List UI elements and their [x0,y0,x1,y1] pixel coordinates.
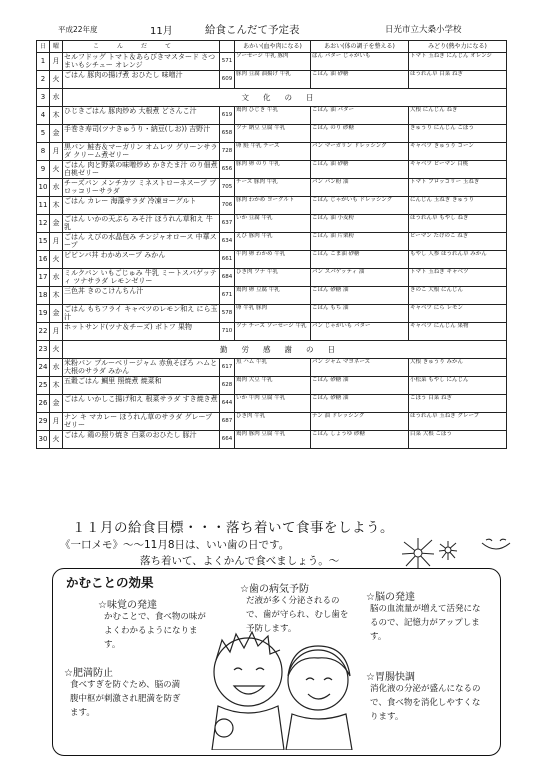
header-kcal [220,41,235,53]
kcal-cell: 658 [220,125,235,143]
table-row [37,143,507,161]
weekday-cell: 木 [50,107,63,125]
yellow-food-cell: ごはん 砂糖 油 [311,377,409,395]
red-food-cell: チーズ 豚肉 牛乳 [235,179,311,197]
menu-cell: ごはん カレー 海藻サラダ 冷凍ヨーグルト [63,197,220,215]
day-cell: 3 [37,89,50,107]
red-food-cell: 卵 牛乳 豚肉 [235,305,311,323]
table-row [37,107,507,125]
table-row [37,179,507,197]
menu-cell: ひじきごはん 豚肉炒め 大根煮 どさんこ汁 [63,107,220,125]
green-food-cell: 白菜 大根 ごぼう [409,431,507,449]
green-food-cell: にんじん 玉ねぎ きゅうり [409,197,507,215]
green-food-cell: 小松菜 もやし にんじん [409,377,507,395]
kcal-cell: 661 [220,251,235,269]
green-food-cell: きのこ 大根 にんじん [409,287,507,305]
menu-cell: ナン キ マカレー ほうれん草のサラダ グレープゼリー [63,413,220,431]
green-food-cell: トマト ブロッコリー 玉ねぎ [409,179,507,197]
kcal-cell: 571 [220,53,235,71]
weekday-cell: 火 [50,431,63,449]
green-food-cell: トマト 玉ねぎ キャベツ [409,269,507,287]
red-food-cell: ソーセージ 牛乳 豚肉 [235,53,311,71]
green-food-cell: キャベツ にんじん 果物 [409,323,507,341]
weekday-cell: 金 [50,305,63,323]
table-row [37,233,507,251]
table-row [37,413,507,431]
menu-cell: ミルクパン いもごじゅみ 牛乳 ミートスパゲッティ ツナサラダ レモンゼリー [63,269,220,287]
taste-text: かむことで、食べ物の味がよくわかるようになります。 [104,612,206,650]
yellow-food-cell: パン スパゲッティ 油 [311,269,409,287]
day-cell: 9 [37,161,50,179]
green-food-cell: キャベツ きゅうり コーン [409,143,507,161]
red-food-cell: 卵 鮭 牛乳 チーズ [235,143,311,161]
yellow-food-cell: パン ジャム マヨネーズ [311,359,409,377]
kcal-cell: 705 [220,179,235,197]
kcal-cell: 671 [220,287,235,305]
weekday-cell: 水 [50,269,63,287]
yellow-food-cell: ごはん じゃがいも ドレッシング [311,197,409,215]
red-food-cell: 鶏肉 豚肉 豆腐 牛乳 [235,431,311,449]
day-cell: 29 [37,413,50,431]
red-food-cell: えび 豚肉 牛乳 [235,233,311,251]
green-food-cell: きゅうり にんじん ごぼう [409,125,507,143]
yellow-food-cell: ごはん しょうゆ 砂糖 [311,431,409,449]
menu-cell: 手巻き寿司(ツナきゅうり・納豆(しお)) 吉野汁 [63,125,220,143]
weekday-cell: 月 [50,143,63,161]
kcal-cell: 617 [220,359,235,377]
day-cell: 12 [37,215,50,233]
page-title: 給食こんだて予定表 [205,24,300,36]
green-food-cell: 大根 にんじん ねぎ [409,107,507,125]
weekday-cell: 月 [50,323,63,341]
yellow-food-cell: ごはん 油 砂糖 [311,71,409,89]
green-food-cell: トマト 玉ねぎ にんじん オレンジ [409,53,507,71]
menu-cell: ごはん もちフライ キャベツのレモン和え にら玉汁 [63,305,220,323]
kcal-cell: 609 [220,71,235,89]
menu-cell: 米粉パン ブルーベリージャム 赤魚そぼろ ハムと大根のサラダ みかん [63,359,220,377]
yellow-food-cell: パン マーガリン ドレッシング [311,143,409,161]
day-cell: 22 [37,323,50,341]
yellow-food-cell: ごはん 油 小麦粉 [311,215,409,233]
day-cell: 10 [37,179,50,197]
smile-icon [478,537,514,555]
green-food-cell: キャベツ にら レモン [409,305,507,323]
header-day: 日 [37,41,50,53]
box-title: かむことの効果 [66,575,154,590]
red-food-cell: ひき肉 ツナ 牛乳 [235,269,311,287]
day-cell: 30 [37,431,50,449]
brain-heading: ☆脳の発達 [366,592,415,603]
day-cell: 8 [37,143,50,161]
green-food-cell: キャベツ ピーマン 白桃 [409,161,507,179]
digestion-text: 消化液の分泌が盛んになるので、食べ物を消化しやすくなります。 [370,684,481,722]
day-cell: 2 [37,71,50,89]
weekday-cell: 水 [50,359,63,377]
table-row [37,269,507,287]
weekday-cell: 金 [50,395,63,413]
menu-cell: ごはん 肉と野菜の味噌炒め かきたま汁 のり佃煮 白桃ゼリー [64,161,218,177]
cavity-text: だ液が多く分泌されるので、歯が守られ、むし歯を予防します。 [246,596,349,634]
cavity-heading: ☆歯の病気予防 [240,584,309,595]
yellow-food-cell: ナン 油 ドレッシング [311,413,409,431]
table-row [37,125,507,143]
table-row [37,53,507,71]
green-food-cell: ほうれん草 もやし ねぎ [409,215,507,233]
kcal-cell: 619 [220,107,235,125]
red-food-cell: 豚肉 卵 のり 牛乳 [235,161,311,179]
day-cell: 26 [37,395,50,413]
kcal-cell: 637 [220,215,235,233]
weekday-cell: 木 [50,377,63,395]
kcal-cell: 628 [220,377,235,395]
green-food-cell: もやし 人参 ほうれん草 みかん [409,251,507,269]
green-food-cell: ほうれん草 玉ねぎ グレープ [409,413,507,431]
school-name: 日光市立大桑小学校 [385,25,462,35]
menu-cell: ごはん いかの天ぷら みそ汁 ほうれん草和え 牛乳 [63,215,220,233]
red-food-cell: 鶏肉 大豆 牛乳 [235,377,311,395]
menu-cell: ピビンバ丼 わかめスープ みかん [63,251,220,269]
table-row [37,431,507,449]
day-cell: 16 [37,251,50,269]
kcal-cell: 656 [220,161,235,179]
weekday-cell: 木 [50,197,63,215]
header-weekday: 曜 [50,41,63,53]
day-cell: 4 [37,107,50,125]
brain-text: 脳の血流量が増えて活発になるので、記憶力がアップします。 [370,604,481,642]
table-row [37,359,507,377]
day-cell: 24 [37,359,50,377]
table-row [37,305,507,323]
yellow-food-cell: パン じゃがいも バター [311,323,409,341]
menu-cell: ごはん 鶏の照り焼き 白菜のおひたし 豚汁 [63,431,220,449]
table-header-row [37,41,507,53]
weekday-cell: 水 [50,179,63,197]
kcal-cell: 578 [220,305,235,323]
table-row [37,395,507,413]
red-food-cell: 鶏肉 卵 豆腐 牛乳 [235,287,311,305]
red-food-cell: ひき肉 牛乳 [235,413,311,431]
day-cell: 1 [37,53,50,71]
yellow-food-cell: ごはん 油 砂糖 [311,161,409,179]
red-food-cell: 鶏肉 ひじき 牛乳 [235,107,311,125]
day-cell: 18 [37,287,50,305]
digestion-heading: ☆胃腸快調 [366,672,415,683]
menu-table [36,40,507,449]
table-row [37,89,507,107]
weekday-cell: 金 [50,215,63,233]
weekday-cell: 水 [50,89,63,107]
kcal-cell: 728 [220,143,235,161]
menu-cell: 五穀ごはん 鯛里 照焼煮 焼菜和 [63,377,220,395]
day-cell: 25 [37,377,50,395]
kcal-cell: 634 [220,233,235,251]
red-food-cell: いか 牛肉 豆腐 牛乳 [235,395,311,413]
weekday-cell: 火 [50,251,63,269]
weekday-cell: 月 [50,413,63,431]
day-cell: 11 [37,197,50,215]
monthly-goal: １１月の給食目標・・・落ち着いて食事をしよう。 [72,520,394,536]
table-row [37,323,507,341]
green-food-cell: ピーマン たけのこ ねぎ [409,233,507,251]
kcal-cell: 706 [220,197,235,215]
yellow-food-cell: ごはん もち 油 [311,305,409,323]
green-food-cell: ごぼう 白菜 ねぎ [409,395,507,413]
day-cell: 23 [37,341,50,359]
memo-line-2: 落ち着いて、よくかんで食べましょう。～ [140,555,340,567]
table-row [37,341,507,359]
yellow-food-cell: ばん バター じゃがいも [311,53,409,71]
taste-heading: ☆味覚の発達 [98,600,157,611]
month: 11月 [150,26,173,37]
weekday-cell: 金 [50,125,63,143]
kcal-cell: 710 [220,323,235,341]
table-row [37,215,507,233]
flower-illustration [398,536,468,570]
red-food-cell: 魚 ハム 牛乳 [235,359,311,377]
obesity-heading: ☆肥満防止 [64,668,113,679]
yellow-food-cell: ごはん ごま油 砂糖 [311,251,409,269]
weekday-cell: 火 [50,71,63,89]
green-food-cell: 大根 きゅうり みかん [409,359,507,377]
holiday-cell: 勤労感謝の日 [63,341,507,359]
kcal-cell: 644 [220,395,235,413]
red-food-cell: ツナ 納豆 豆腐 牛乳 [235,125,311,143]
red-food-cell: ツナ チーズ ソーセージ 牛乳 [235,323,311,341]
weekday-cell: 月 [50,53,63,71]
yellow-food-cell: ごはん 油 片栗粉 [311,233,409,251]
obesity-text: 食べすぎを防ぐため、脳の満腹中枢が刺激され肥満を防ぎます。 [70,680,181,718]
table-row [37,197,507,215]
kcal-cell: 684 [220,269,235,287]
weekday-cell: 木 [50,287,63,305]
day-cell: 15 [37,233,50,251]
header-menu: こんだて [63,41,220,53]
menu-cell: ごはん えびの水晶包み チンジャオロース 中華スープ [63,233,220,251]
header-red: あかい(血や肉になる) [235,41,311,53]
yellow-food-cell: ごはん 砂糖 油 [311,287,409,305]
memo-line-1: 《一口メモ》～～11月8日は、いい歯の日です。 [60,539,290,551]
header-green: みどり(熱や力になる) [409,41,507,53]
table-row [37,71,507,89]
menu-cell: セルフドッグ トマト＆あらびきマスタード さつまいもシチュー オレンジ [63,53,220,71]
menu-cell: 三色丼 きのこけんちん汁 [63,287,220,305]
table-row [37,161,507,179]
weekday-cell: 月 [50,233,63,251]
menu-cell: チーズパン メンチカツ ミネストローネスープ ブロッコリーサラダ [63,179,220,197]
day-cell: 17 [37,269,50,287]
weekday-cell: 火 [50,161,63,179]
yellow-food-cell: パン パン粉 油 [311,179,409,197]
red-food-cell: 豚肉 わかめ ヨーグルト [235,197,311,215]
children-illustration [200,610,360,750]
kcal-cell: 687 [220,413,235,431]
day-cell: 19 [37,305,50,323]
red-food-cell: 豚肉 豆腐 油揚げ 牛乳 [235,71,311,89]
green-food-cell: ほうれん草 白菜 ねぎ [409,71,507,89]
table-row [37,251,507,269]
red-food-cell: いか 豆腐 牛乳 [235,215,311,233]
yellow-food-cell: ごはん 油 バター [311,107,409,125]
menu-cell: ごはん 豚肉の揚げ煮 おひたし 味噌汁 [63,71,220,89]
menu-cell: ホットサンド(ツナ＆チーズ) ポトフ 果物 [63,323,220,341]
table-row [37,377,507,395]
weekday-cell: 火 [50,341,63,359]
red-food-cell: 牛肉 卵 わかめ 牛乳 [235,251,311,269]
day-cell: 5 [37,125,50,143]
yellow-food-cell: ごはん 砂糖 油 [311,395,409,413]
header-yellow: あおい(体の調子を整える) [311,41,409,53]
menu-cell: 黒パン 鮭杏＆マーガリン オムレツ グリーンサラダ クリーム煮ゼリー [63,143,220,161]
fiscal-year: 平成22年度 [58,25,98,34]
menu-cell: ごはん いかしこ揚げ和え 根菜サラダ すき焼き煮 [63,395,220,413]
header [50,22,500,36]
kcal-cell: 664 [220,431,235,449]
holiday-cell: 文化の日 [63,89,507,107]
table-row [37,287,507,305]
yellow-food-cell: ごはん のり 砂糖 [311,125,409,143]
